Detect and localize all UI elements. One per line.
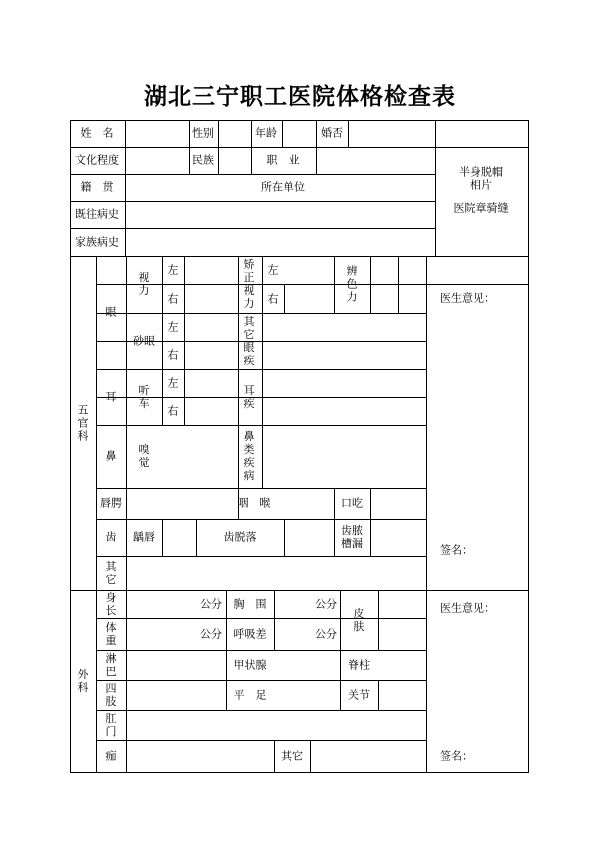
label-vision-left: 左 bbox=[167, 263, 179, 277]
label-corrected-right: 右 bbox=[267, 292, 279, 306]
table-rule-h bbox=[96, 740, 427, 741]
label-trachoma: 砂眼 bbox=[133, 334, 155, 348]
table-rule-v bbox=[125, 120, 126, 257]
table-rule-h bbox=[70, 590, 529, 591]
section-wuguan: 五官科 bbox=[77, 403, 89, 443]
table-rule-h bbox=[262, 284, 335, 285]
label-throat: 咽 喉 bbox=[237, 496, 271, 510]
label-ethnicity: 民族 bbox=[192, 153, 214, 167]
table-rule-v bbox=[316, 120, 317, 175]
label-waike-other: 其它 bbox=[281, 749, 303, 763]
label-chest-unit: 公分 bbox=[315, 597, 337, 611]
label-weight-unit: 公分 bbox=[200, 627, 222, 641]
table-rule-v bbox=[370, 519, 371, 557]
label-chest: 胸 围 bbox=[233, 597, 267, 611]
table-rule-v bbox=[70, 120, 71, 773]
table-rule-h bbox=[184, 284, 239, 285]
label-weight: 体重 bbox=[105, 621, 117, 647]
label-name: 姓 名 bbox=[80, 126, 114, 140]
table-rule-v bbox=[370, 488, 371, 520]
label-other-eye: 其它眼疾 bbox=[243, 315, 255, 367]
table-rule-v bbox=[274, 740, 275, 773]
table-rule-h bbox=[70, 256, 529, 257]
table-rule-v bbox=[310, 740, 311, 773]
label-work-unit: 所在单位 bbox=[261, 180, 305, 194]
table-rule-h bbox=[426, 284, 529, 285]
label-hemorrhoid: 痂 bbox=[105, 749, 117, 763]
page-title: 湖北三宁职工医院体格检查表 bbox=[144, 83, 456, 110]
table-rule-h bbox=[70, 147, 529, 148]
table-rule-v bbox=[274, 590, 275, 651]
section-waike: 外科 bbox=[77, 668, 89, 694]
label-lip-palate: 唇腭 bbox=[100, 496, 122, 510]
table-rule-v bbox=[334, 256, 335, 314]
label-breath-unit: 公分 bbox=[315, 627, 337, 641]
table-rule-v bbox=[284, 284, 285, 314]
table-rule-v bbox=[528, 120, 529, 773]
table-rule-v bbox=[226, 590, 227, 711]
label-eye: 眼 bbox=[105, 305, 117, 319]
table-rule-v bbox=[218, 147, 219, 175]
label-gum: 齿脓槽漏 bbox=[341, 524, 363, 550]
photo-note-line1: 半身脱帽 bbox=[459, 165, 503, 179]
table-rule-h bbox=[96, 556, 427, 557]
table-rule-v bbox=[426, 256, 427, 773]
label-family-history: 家族病史 bbox=[75, 235, 119, 249]
table-rule-v bbox=[378, 680, 379, 711]
table-rule-v bbox=[435, 120, 436, 257]
table-rule-h bbox=[70, 120, 529, 121]
label-nose-disease: 鼻类疾病 bbox=[243, 430, 255, 482]
photo-note-seal: 医院章骑缝 bbox=[453, 201, 509, 215]
label-height: 身长 bbox=[105, 591, 117, 617]
label-vision-right: 右 bbox=[167, 292, 179, 306]
table-rule-v bbox=[370, 256, 371, 314]
label-tooth-loss: 齿脱落 bbox=[223, 530, 257, 544]
label-waike-signature: 签名： bbox=[440, 749, 473, 763]
label-skin: 皮肤 bbox=[353, 607, 365, 633]
label-corrected-left: 左 bbox=[267, 263, 279, 277]
table-rule-v bbox=[348, 120, 349, 148]
table-rule-v bbox=[262, 313, 263, 426]
label-nose: 鼻 bbox=[105, 449, 117, 463]
label-ear: 耳 bbox=[105, 390, 117, 404]
label-smell: 嗅觉 bbox=[138, 443, 150, 469]
table-rule-v bbox=[196, 519, 197, 557]
table-rule-v bbox=[238, 256, 239, 520]
label-hearing-left: 左 bbox=[167, 376, 179, 390]
label-limbs: 四肢 bbox=[105, 682, 117, 708]
label-waike-doctor-opinion: 医生意见： bbox=[440, 601, 495, 615]
label-lymph: 淋巴 bbox=[105, 652, 117, 678]
table-rule-h bbox=[70, 772, 529, 773]
table-rule-h bbox=[154, 425, 239, 426]
label-hearing: 听车 bbox=[138, 384, 150, 410]
label-hearing-right: 右 bbox=[167, 404, 179, 418]
table-rule-v bbox=[378, 590, 379, 651]
label-joints: 关节 bbox=[348, 688, 370, 702]
table-rule-v bbox=[184, 256, 185, 426]
label-caries: 龋唇 bbox=[133, 530, 155, 544]
label-education: 文化程度 bbox=[75, 153, 119, 167]
table-rule-v bbox=[334, 519, 335, 557]
table-rule-v bbox=[218, 120, 219, 148]
table-rule-v bbox=[284, 519, 285, 557]
label-age: 年龄 bbox=[255, 126, 277, 140]
label-native-place: 籍 贯 bbox=[80, 180, 114, 194]
label-breath-diff: 呼吸差 bbox=[233, 627, 267, 641]
table-rule-h bbox=[154, 313, 239, 314]
label-flat-foot: 平 足 bbox=[233, 688, 267, 702]
table-rule-v bbox=[398, 256, 399, 314]
table-rule-h bbox=[96, 519, 427, 520]
label-trachoma-right: 右 bbox=[167, 348, 179, 362]
table-rule-v bbox=[251, 120, 252, 175]
table-rule-h bbox=[154, 341, 239, 342]
label-ear-disease: 耳疾 bbox=[243, 384, 255, 410]
table-rule-h bbox=[154, 397, 239, 398]
label-color-vision: 辨色力 bbox=[346, 264, 358, 304]
label-height-unit: 公分 bbox=[200, 597, 222, 611]
label-occupation: 职 业 bbox=[266, 153, 300, 167]
table-rule-v bbox=[162, 519, 163, 557]
photo-note-line2: 相片 bbox=[470, 178, 492, 192]
table-rule-v bbox=[334, 488, 335, 520]
table-rule-v bbox=[340, 590, 341, 711]
label-marital: 婚否 bbox=[321, 126, 343, 140]
label-stutter: 口吃 bbox=[341, 496, 363, 510]
label-anus: 肛门 bbox=[105, 712, 117, 738]
table-rule-v bbox=[189, 120, 190, 148]
table-rule-v bbox=[96, 256, 97, 773]
label-gender: 性别 bbox=[192, 126, 214, 140]
label-teeth: 齿 bbox=[105, 530, 117, 544]
label-past-history: 既往病史 bbox=[75, 207, 119, 221]
table-rule-v bbox=[162, 256, 163, 426]
label-vision: 视力 bbox=[138, 271, 150, 297]
table-rule-v bbox=[126, 590, 127, 773]
label-spine: 脊柱 bbox=[348, 658, 370, 672]
table-rule-v bbox=[282, 120, 283, 148]
table-rule-v bbox=[126, 256, 127, 591]
label-corrected-vision: 矫正视力 bbox=[243, 258, 255, 310]
label-wuguan-doctor-opinion: 医生意见： bbox=[440, 291, 495, 305]
label-wuguan-other: 其它 bbox=[105, 560, 117, 586]
label-thyroid: 甲状腺 bbox=[233, 658, 267, 672]
label-trachoma-left: 左 bbox=[167, 320, 179, 334]
label-wuguan-signature: 签名： bbox=[440, 543, 473, 557]
table-rule-v bbox=[189, 147, 190, 175]
